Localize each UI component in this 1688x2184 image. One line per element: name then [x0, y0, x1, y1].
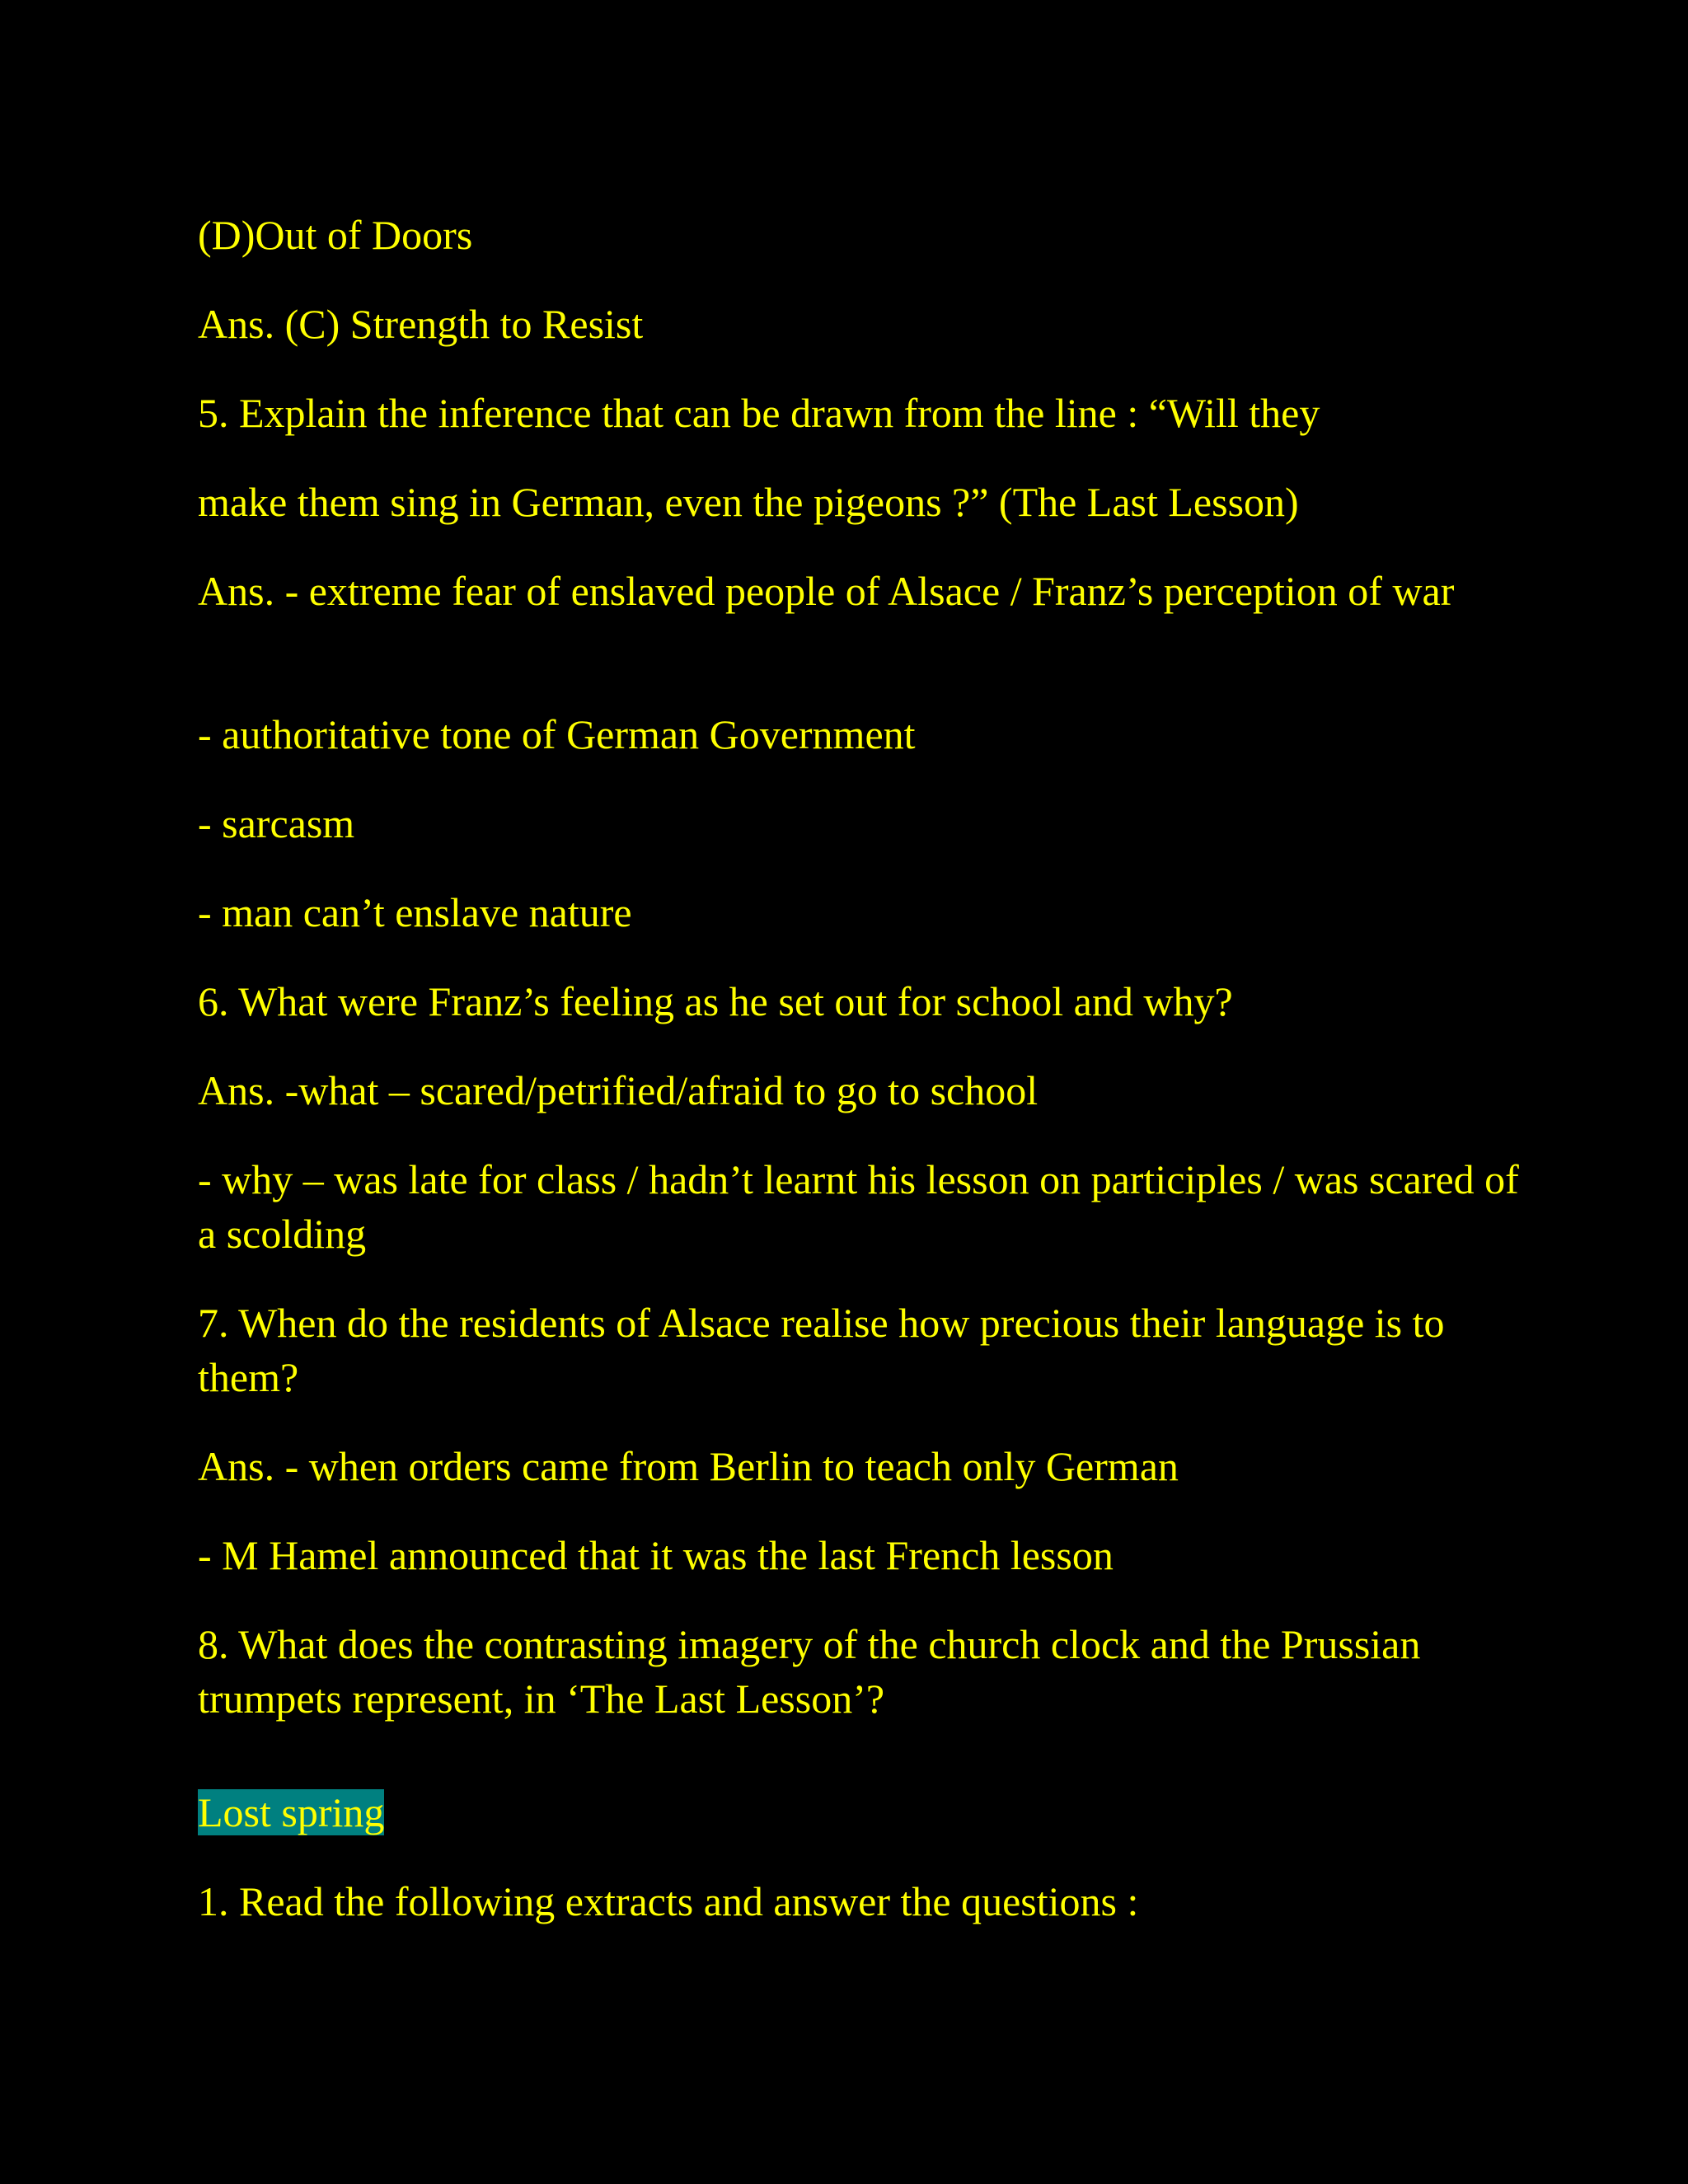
question-5-line-1: 5. Explain the inference that can be drawn from the line : “Will they: [198, 390, 1320, 436]
question-8-line: 8. What does the contrasting imagery of the church clock and the Prussian trumpets represent, in ‘The Last Lesson’?: [198, 1621, 1421, 1722]
answer-7-line: Ans. - when orders came from Berlin to teach only German: [198, 1443, 1179, 1489]
answer-6-why-line: - why – was late for class / hadn’t learnt his lesson on participles / was scared of a scolding: [198, 1156, 1519, 1257]
option-d-line: (D)Out of Doors: [198, 212, 473, 258]
question-7-line: 7. When do the residents of Alsace realise how precious their language is to them?: [198, 1300, 1445, 1400]
answer-5-line: Ans. - extreme fear of enslaved people of Alsace / Franz’s perception of war: [198, 568, 1455, 614]
answer-6-what-line: Ans. -what – scared/petrified/afraid to go to school: [198, 1067, 1039, 1113]
answer-line: Ans. (C) Strength to Resist: [198, 301, 644, 347]
question-1-line: 1. Read the following extracts and answer the questions :: [198, 1878, 1139, 1924]
answer-7-point-hamel: - M Hamel announced that it was the last French lesson: [198, 1532, 1114, 1578]
question-5-line-2: make them sing in German, even the pigeons ?” (The Last Lesson): [198, 479, 1299, 525]
question-6-line: 6. What were Franz’s feeling as he set out for school and why?: [198, 978, 1233, 1024]
highlighted-heading: Lost spring: [198, 1789, 385, 1835]
section-heading-lost-spring: [198, 1785, 1533, 1840]
answer-5-point-sarcasm: - sarcasm: [198, 800, 355, 846]
answer-5-point-authoritative: - authoritative tone of German Government: [198, 711, 916, 757]
answer-5-point-nature: - man can’t enslave nature: [198, 889, 632, 935]
